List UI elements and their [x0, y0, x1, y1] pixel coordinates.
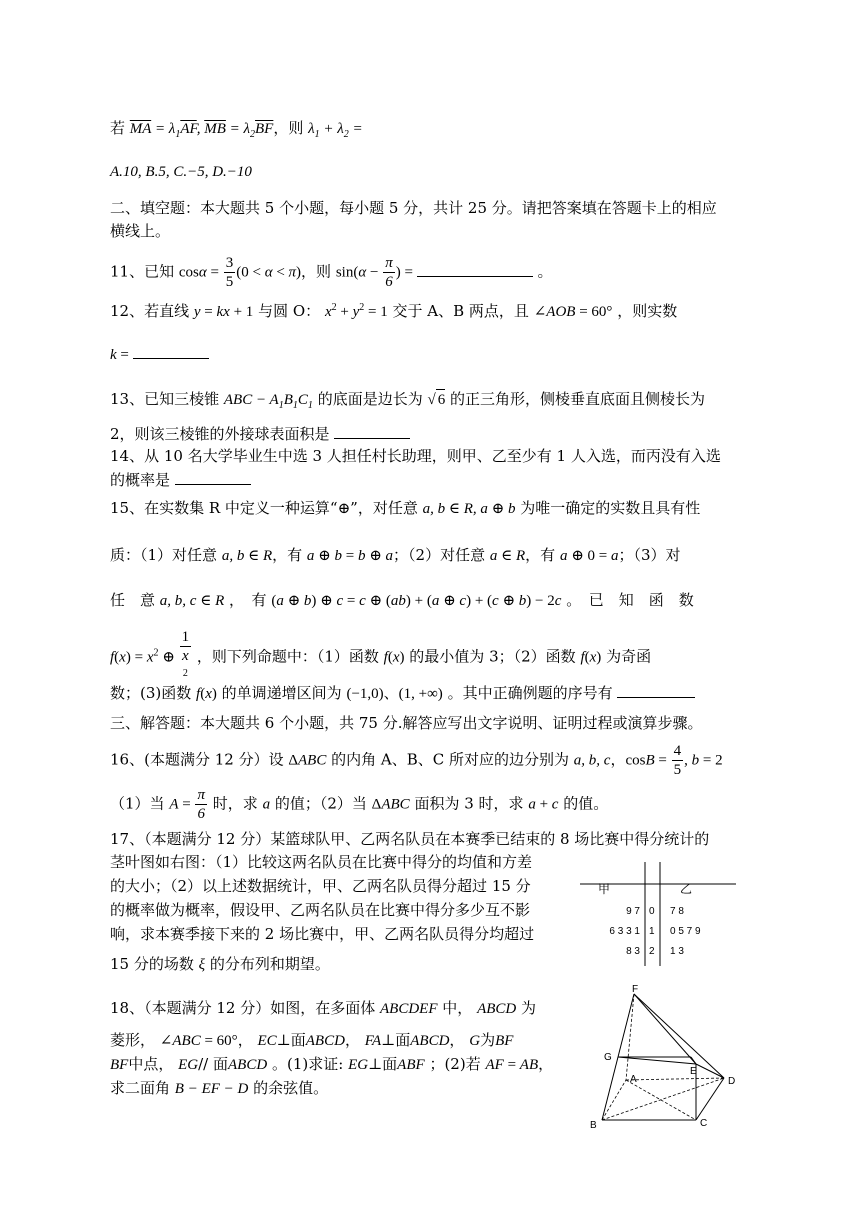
question-13-line1: 13、已知三棱锥 ABC − $A_1B_1C_1$ 的底面是边长为 √ 6 的正三角形，侧棱垂直底面且侧棱长为 [110, 390, 706, 411]
polyhedron-figure [586, 984, 746, 1134]
question-17-line4: 的概率做为概率，假设甲、乙两名队员在比赛中得分多少互不影 [110, 901, 531, 919]
label-F: F [632, 984, 639, 995]
stem-leaf-lines [578, 858, 738, 968]
stem-leaf-header-left: 甲 [598, 882, 611, 896]
question-18-line1: 18、（本题满分 12 分）如图，在多面体 ABCDEF 中， ABCD 为 [110, 999, 537, 1017]
question-17-line3: 的大小；（2）以上述数据统计，甲、乙两名队员得分超过 15 分 [110, 877, 531, 895]
answer-blank-12[interactable] [133, 342, 209, 359]
section3-heading: 三、解答题：本大题共 6 个小题，共 75 分.解答应写出文字说明、证明过程或演算步骤。 [110, 714, 703, 732]
q10-condition: 若 $\overline{MA} = \lambda_1\overline{AF}$, $\overline{MB} = \lambda_2\overline{BF}$，则 $\lambda_1 + \lambda_2$ = [110, 119, 363, 140]
section2-heading-cont: 横线上。 [110, 222, 171, 240]
question-17-line5: 响，求本赛季接下来的 2 场比赛中，甲、乙两名队员得分均超过 [110, 925, 535, 943]
answer-blank-13[interactable] [334, 422, 410, 439]
label-D: D [728, 1076, 736, 1087]
question-17-line6: 15 分的场数 ξ 的分布列和期望。 [110, 955, 330, 973]
stem-leaf-stem-row3: 2 [649, 946, 655, 957]
question-11: 11、已知 cosα = $\frac{3}{5}$ (0 < α < π)，则 sin(α − $\frac{\pi}{6}$ ) = 。 [110, 255, 553, 290]
label-C: C [700, 1118, 708, 1129]
question-15-line4: $f(x) = x^2$ ⊕ 1 x $^2$ ，则下列命题中：（1）函数 f(x) 的最小值为 3；（2）函数 f(x) 为奇函 [110, 629, 652, 679]
question-15-line1: 15、在实数集 R 中定义一种运算“⊕”，对任意 a, b ∈ R, a ⊕ b 为唯一确定的实数且具有性 [110, 499, 701, 517]
stem-leaf-plot [578, 858, 738, 968]
question-15-line3: 任 意 a, b, c ∈ R ， 有 (a ⊕ b) ⊕ c = c ⊕ (ab) + (a ⊕ c) + (c ⊕ b) − 2c 。 已 知 函 数 [110, 591, 694, 609]
label-B: B [590, 1120, 597, 1131]
label-A: A [630, 1074, 637, 1085]
stem-leaf-right-row3: 1 3 [670, 946, 684, 957]
stem-leaf-stem-row2: 1 [649, 926, 655, 937]
stem-leaf-left-row3: 8 3 [626, 946, 640, 957]
answer-blank-15[interactable] [617, 681, 695, 698]
question-18-line2: 菱形， ∠ABC = 60°， EC⊥面ABCD， FA⊥面ABCD， G为BF [110, 1031, 514, 1049]
question-15-line2: 质：（1）对任意 a, b ∈ R，有 a ⊕ b = b ⊕ a；（2）对任意 a ∈ R，有 a ⊕ 0 = a；（3）对 [110, 546, 681, 564]
question-17-line2: 茎叶图如右图：（1）比较这两名队员在比赛中得分的均值和方差 [110, 853, 533, 871]
question-12-line2: k = [110, 342, 209, 365]
stem-leaf-left-row1: 9 7 [626, 906, 640, 917]
stem-leaf-left-row2: 6 3 3 1 [609, 926, 640, 937]
answer-blank-11[interactable] [417, 260, 533, 277]
question-16-line2: （1）当 A = $\frac{\pi}{6}$ 时，求 a 的值；（2）当 ΔABC 面积为 3 时，求 a + c 的值。 [110, 787, 609, 822]
question-18-line3: BF中点， EG// 面ABCD 。(1)求证: EG⊥面ABF ；(2)若 AF = AB， [110, 1055, 554, 1073]
label-E: E [690, 1066, 697, 1077]
stem-leaf-right-row2: 0 5 7 9 [670, 926, 701, 937]
section2-heading: 二、填空题：本大题共 5 个小题，每小题 5 分，共计 25 分。请把答案填在答题卡上的相应 [110, 199, 717, 217]
question-15-line5: 数；(3)函数 f(x) 的单调递增区间为 (−1,0)、(1, +∞) 。其中正确例题的序号有 [110, 681, 695, 704]
q10-options: A.10, B.5, C.−5, D.−10 [110, 164, 252, 180]
question-14-line2: 的概率是 [110, 468, 251, 490]
question-16-line1: 16、(本题满分 12 分）设 ΔABC 的内角 A、B、C 所对应的边分别为 a, b, c，cosB = $\frac{4}{5}$ , b = 2 [110, 743, 723, 778]
answer-blank-14[interactable] [175, 468, 251, 485]
stem-leaf-right-row1: 7 8 [670, 906, 684, 917]
question-12-line1: 12、若直线 y = kx + 1 与圆 O： $x^2 + y^2 = 1$ 交于 A、B 两点，且 ∠AOB = 60° ，则实数 [110, 302, 678, 320]
stem-leaf-header-right: 乙 [680, 882, 693, 896]
label-G: G [604, 1052, 612, 1063]
question-13-line2: 2，则该三棱锥的外接球表面积是 [110, 422, 410, 444]
question-18-line4: 求二面角 B − EF − D 的余弦值。 [110, 1079, 329, 1097]
stem-leaf-stem-row1: 0 [649, 906, 655, 917]
question-14-line1: 14、从 10 名大学毕业生中选 3 人担任村长助理，则甲、乙至少有 1 人入选，而丙没有入选 [110, 447, 721, 465]
question-17-line1: 17、（本题满分 12 分）某篮球队甲、乙两名队员在本赛季已结束的 8 场比赛中得分统计的 [110, 830, 710, 848]
